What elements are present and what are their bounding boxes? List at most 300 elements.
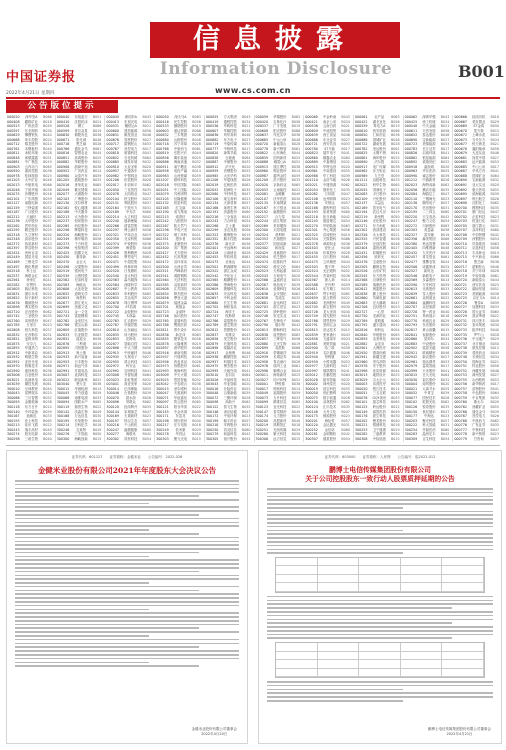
page-ref: B047 xyxy=(241,192,251,197)
company-name: 德美化工 xyxy=(322,187,337,192)
stock-code: 002877 xyxy=(106,341,119,346)
page-ref: B036 xyxy=(142,241,152,246)
text-line xyxy=(15,590,199,592)
text-line xyxy=(267,615,493,617)
stock-code: 002993 xyxy=(156,368,169,373)
page-ref: B058 xyxy=(142,346,152,351)
stock-code: 002655 xyxy=(106,296,119,301)
stock-code: 002760 xyxy=(7,318,20,323)
company-name: 诺普信 xyxy=(175,214,186,219)
company-name: 汤臣倍健 xyxy=(223,409,237,414)
page-ref: B019 xyxy=(490,250,500,255)
company-name: 宝新能源 xyxy=(472,178,486,183)
company-name: 兴化股份 xyxy=(372,196,386,201)
stock-code: 300070 xyxy=(106,395,119,400)
company-name: 英派斯 xyxy=(274,346,285,351)
company-name: 仁和药业 xyxy=(372,133,386,138)
stock-code: 002215 xyxy=(156,214,169,219)
company-name: 阳光城 xyxy=(76,137,87,142)
company-name: 博实股份 xyxy=(24,305,38,310)
page-ref: B041 xyxy=(490,169,500,174)
stock-code: 000708 xyxy=(454,232,467,237)
page-ref: B032 xyxy=(391,269,400,274)
company-name: 睿智医药 xyxy=(372,409,386,414)
stock-code: 002996 xyxy=(255,368,269,373)
company-name: 广发证券 xyxy=(472,423,486,428)
page-ref: B032 xyxy=(291,269,301,274)
stock-code: 002893 xyxy=(7,346,20,351)
company-name: 跃岭股份 xyxy=(273,309,287,314)
company-name: 理工环科 xyxy=(173,232,188,237)
company-name: 雅化集团 xyxy=(24,264,38,269)
stock-code: 002214 xyxy=(106,214,119,219)
stock-code: 300010 xyxy=(7,386,20,391)
page-ref: B046 xyxy=(291,241,301,246)
stock-code: 002246 xyxy=(354,219,368,224)
stock-code: 000783 xyxy=(404,146,418,151)
page-ref: B022 xyxy=(92,405,102,409)
page-ref: B066 xyxy=(43,182,52,187)
page-ref: B044 xyxy=(192,151,201,156)
stock-code: 000702 xyxy=(454,214,467,219)
page-ref: B032 xyxy=(440,160,450,165)
company-name: 三聚环保 xyxy=(223,395,237,400)
page-ref: B064 xyxy=(490,391,500,396)
stock-code: 002162 xyxy=(56,205,70,210)
page-ref: B058 xyxy=(92,237,102,242)
page-ref: B050 xyxy=(490,341,500,346)
company-name: 三晖电气 xyxy=(273,337,287,342)
stock-code: 000608 xyxy=(255,128,269,133)
company-name: 西部建设 xyxy=(372,228,386,233)
company-name: 泸天化 xyxy=(225,164,236,169)
company-name: 恒宝股份 xyxy=(124,196,138,201)
stock-code: 002320 xyxy=(56,232,70,237)
company-name: 三五互联 xyxy=(372,391,386,396)
page-ref: B049 xyxy=(440,300,450,305)
company-name: 大中矿业 xyxy=(24,178,38,183)
company-name: 岳阳兴长 xyxy=(173,151,188,156)
stock-code: 000666 xyxy=(454,115,467,119)
company-name: 华测检测 xyxy=(74,386,88,391)
company-name: 千山药机 xyxy=(124,423,138,428)
stock-code: 002521 xyxy=(156,269,169,274)
company-name: 青岛双星 xyxy=(74,128,88,133)
company-name: 北京科锐 xyxy=(124,237,138,242)
index-entry xyxy=(105,437,152,441)
stock-code: 002327 xyxy=(404,232,418,237)
company-name: 深华发A xyxy=(25,115,38,119)
page-ref: B066 xyxy=(391,346,400,351)
company-name: 沈阳机床 xyxy=(74,119,88,124)
stock-code: 002749 xyxy=(305,314,318,319)
company-name: 襄阳轴承 xyxy=(472,146,486,151)
stock-code: 002587 xyxy=(255,282,269,287)
company-name: 慈星股份 xyxy=(322,436,337,441)
stock-code: 002084 xyxy=(404,192,418,197)
page-ref: B053 xyxy=(490,377,500,382)
page-ref: B041 xyxy=(291,260,301,264)
section-title-chinese: 信息披露 xyxy=(150,22,400,58)
company-name: 如意集团 xyxy=(322,210,337,215)
stock-code: 002523 xyxy=(255,269,269,274)
stock-code: 000818 xyxy=(106,151,119,156)
page-ref: B041 xyxy=(391,260,400,264)
stock-code: 003022 xyxy=(56,377,70,382)
stock-code: 000753 xyxy=(454,373,467,378)
text-line xyxy=(267,681,493,683)
page-ref: B015 xyxy=(490,128,500,133)
page-ref: B029 xyxy=(291,210,301,215)
stock-code: 000767 xyxy=(106,146,119,151)
text-line xyxy=(15,639,239,641)
company-name: 长荣股份 xyxy=(74,418,88,423)
company-name: 雅博股份 xyxy=(223,232,237,237)
company-name: 恒邦股份 xyxy=(74,219,88,224)
page-ref: B041 xyxy=(241,368,251,373)
stock-code: 002835 xyxy=(106,332,119,337)
page-ref: B059 xyxy=(341,282,350,287)
page-ref: B021 xyxy=(440,341,450,346)
page-ref: B057 xyxy=(92,309,102,314)
company-name: 天津普林 xyxy=(223,201,237,206)
page-ref: B047 xyxy=(291,300,301,305)
page-ref: B053 xyxy=(241,142,251,147)
stock-code: 300202 xyxy=(354,418,368,423)
page-ref: B044 xyxy=(490,278,500,283)
stock-code: 002473 xyxy=(205,260,219,264)
page-ref: B031 xyxy=(142,205,152,210)
stock-code: 000851 xyxy=(56,155,70,160)
stock-code: 002638 xyxy=(354,291,368,296)
company-name: 宝明科技 xyxy=(124,368,138,373)
stock-code: 002050 xyxy=(106,187,119,192)
stock-code: 002242 xyxy=(156,219,169,224)
company-name: 雪迪龙 xyxy=(274,296,285,301)
company-name: 电投产融 xyxy=(173,169,188,174)
text-line xyxy=(15,624,239,626)
page-ref: B035 xyxy=(241,405,251,409)
company-name: 国海证券 xyxy=(472,359,486,364)
page-ref: B025 xyxy=(142,264,152,269)
page-ref: B030 xyxy=(43,432,52,437)
stock-code: 002219 xyxy=(354,214,368,219)
text-line xyxy=(15,597,239,599)
page-ref: B026 xyxy=(490,196,500,201)
company-name: 富煌钢构 xyxy=(74,314,88,319)
company-name: 搜于特 xyxy=(324,264,335,269)
stock-code: 300249 xyxy=(156,427,169,432)
page-ref: B066 xyxy=(43,115,52,119)
company-name: 华软科技 xyxy=(223,255,237,260)
stock-code: 002808 xyxy=(7,327,20,332)
company-name: 星帅尔 xyxy=(424,337,434,342)
company-name: 华锦股份 xyxy=(273,115,287,119)
company-name: 中原传媒 xyxy=(472,273,486,278)
stock-code: 001203 xyxy=(7,178,20,183)
stock-code: 002701 xyxy=(156,305,169,310)
stock-code: 002790 xyxy=(255,323,269,328)
text-line xyxy=(267,545,493,547)
page-ref: B022 xyxy=(341,296,350,301)
stock-code: 002187 xyxy=(7,210,20,215)
stock-code: 002546 xyxy=(404,273,418,278)
page-ref: B027 xyxy=(391,246,400,251)
stock-code: 002990 xyxy=(7,368,20,373)
company-name: 新联电子 xyxy=(422,273,436,278)
page-ref: B046 xyxy=(43,260,52,264)
company-name: 意华股份 xyxy=(173,346,188,351)
company-name: 中工国际 xyxy=(173,187,188,192)
page-ref: B061 xyxy=(92,364,102,369)
company-name: 卫士通 xyxy=(225,223,236,228)
stock-code: 002397 xyxy=(7,246,20,251)
stock-code: 002915 xyxy=(106,350,119,355)
page-ref: B054 xyxy=(341,436,350,441)
page-ref: B023 xyxy=(440,196,450,201)
page-ref: B050 xyxy=(192,432,201,437)
stock-code: 002972 xyxy=(106,364,119,369)
company-name: 大港股份 xyxy=(74,192,88,197)
stock-code: 002506 xyxy=(404,264,418,269)
page-ref: B049 xyxy=(241,300,251,305)
stock-code: 002913 xyxy=(56,350,70,355)
page-ref: B015 xyxy=(391,219,400,224)
page-ref: B055 xyxy=(291,278,301,283)
stock-code: 000716 xyxy=(56,142,70,147)
page-ref: B049 xyxy=(192,192,201,197)
stock-code: 001209 xyxy=(255,178,269,183)
company-name: 科华生物 xyxy=(372,182,386,187)
company-name: 胜利精密 xyxy=(124,250,138,255)
page-ref: B014 xyxy=(43,405,52,409)
stock-code: 300140 xyxy=(7,409,20,414)
company-name: 联科科技 xyxy=(173,178,188,183)
page-ref: B058 xyxy=(490,146,500,151)
company-name: 恒星科技 xyxy=(173,201,188,206)
stock-code: 300012 xyxy=(56,386,70,391)
stock-code: 002354 xyxy=(305,237,318,242)
stock-code: 002875 xyxy=(7,341,20,346)
page-ref: B058 xyxy=(241,128,251,133)
page-ref: B059 xyxy=(43,196,52,201)
company-name: 大华股份 xyxy=(24,219,38,224)
page-ref: B021 xyxy=(490,142,500,147)
company-name: 吉艾科技 xyxy=(422,436,436,441)
stock-code: 002661 xyxy=(404,296,418,301)
company-name: 久立特材 xyxy=(24,232,38,237)
page-ref: B019 xyxy=(291,124,301,129)
stock-code: 002430 xyxy=(305,250,318,255)
stock-code: 000700 xyxy=(454,205,467,210)
company-name: 鹏鼎控股 xyxy=(223,355,237,360)
company-name: 日科化学 xyxy=(74,423,88,428)
page-ref: B053 xyxy=(92,250,102,255)
stock-code: 000759 xyxy=(454,395,467,400)
stock-code: 002471 xyxy=(106,260,119,264)
page-ref: B014 xyxy=(391,169,400,174)
signature-company: 鹏博士电信传媒集团股份有限公司董事会 xyxy=(428,727,491,731)
stock-code: 002876 xyxy=(56,341,70,346)
page-ref: B055 xyxy=(391,278,400,283)
company-name: 中环装备 xyxy=(24,409,38,414)
company-name: 浙江世宝 xyxy=(273,305,287,310)
page-ref: B025 xyxy=(291,155,301,160)
announcement-title-line1: 鹏博士电信传媒集团股份有限公司 xyxy=(329,466,431,474)
page-ref: B027 xyxy=(241,137,251,142)
company-name: 瑞康医药 xyxy=(372,282,386,287)
page-ref: B023 xyxy=(440,414,450,419)
company-name: 新能泰山 xyxy=(472,278,486,283)
stock-code: 000421 xyxy=(305,119,318,124)
company-name: 陕天然气 xyxy=(173,223,188,228)
page-ref: B036 xyxy=(490,260,500,264)
company-name: 本钢板材 xyxy=(24,146,38,151)
company-name: 利欧股份 xyxy=(124,201,138,206)
company-name: 藏格矿业 xyxy=(24,119,38,124)
company-name: 温州宏丰 xyxy=(422,432,436,437)
page-ref: B063 xyxy=(192,115,201,119)
company-name: 通程控股 xyxy=(223,119,237,124)
company-name: 仟源医药 xyxy=(422,427,436,432)
stock-code: 000757 xyxy=(454,386,467,391)
company-name: 中捷资源 xyxy=(322,182,337,187)
company-name: 同兴环保 xyxy=(273,377,287,382)
stock-code: 300123 xyxy=(255,405,269,409)
company-name: 天源迪科 xyxy=(173,391,188,396)
page-ref: B050 xyxy=(241,323,251,328)
page-ref: B030 xyxy=(192,196,201,201)
page-ref: B046 xyxy=(440,350,450,355)
page-ref: B043 xyxy=(490,133,500,138)
stock-code: 000892 xyxy=(404,160,418,165)
company-name: 徐工机械 xyxy=(422,119,436,124)
company-name: 美锦能源 xyxy=(422,142,436,147)
company-name: 黄山胶囊 xyxy=(422,327,436,332)
text-line xyxy=(15,488,239,490)
page-ref: B018 xyxy=(92,205,102,210)
page-ref: B059 xyxy=(241,282,251,287)
stock-code: 002652 xyxy=(7,296,20,301)
page-ref: B044 xyxy=(241,260,251,264)
page-ref: B043 xyxy=(391,223,400,228)
page-ref: B061 xyxy=(43,223,52,228)
stock-code: 000881 xyxy=(7,160,20,165)
stock-code: 300119 xyxy=(56,405,70,409)
page-ref: B066 xyxy=(440,237,450,242)
company-name: 正虹科技 xyxy=(472,214,486,219)
page-ref: B059 xyxy=(291,391,301,396)
page-ref: B019 xyxy=(142,232,152,237)
index-column-9 xyxy=(403,115,451,442)
stock-code: 002375 xyxy=(156,241,169,246)
stock-code: 002726 xyxy=(305,309,318,314)
company-name: 嘉凯城 xyxy=(424,164,434,169)
stock-code: 002109 xyxy=(354,196,368,201)
page-ref: B065 xyxy=(241,291,251,296)
stock-code: 002165 xyxy=(156,205,169,210)
stock-code: 002676 xyxy=(7,300,20,305)
stock-code: 002841 xyxy=(404,332,418,337)
page-ref: B035 xyxy=(490,423,500,428)
page-ref: B065 xyxy=(391,400,400,405)
stock-code: 002883 xyxy=(404,341,418,346)
page-ref: B064 xyxy=(440,373,450,378)
company-name: 长缆科技 xyxy=(223,341,237,346)
page-ref: B039 xyxy=(341,391,350,396)
page-ref: B061 xyxy=(440,255,450,260)
stock-code: 002524 xyxy=(305,269,318,274)
stock-code: 002817 xyxy=(404,327,418,332)
page-ref: B061 xyxy=(391,364,400,369)
stock-code: 002832 xyxy=(7,332,20,337)
company-name: 瑞玛工业 xyxy=(273,364,287,369)
stock-code: 002432 xyxy=(404,250,418,255)
page-ref: B015 xyxy=(92,219,102,224)
company-name: 苏宁环球 xyxy=(472,269,486,274)
page-ref: B028 xyxy=(142,250,152,255)
page-ref: B043 xyxy=(241,332,251,337)
company-name: 炼石航空 xyxy=(472,196,486,201)
stock-code: 300096 xyxy=(106,400,119,405)
company-name: 诚志股份 xyxy=(422,173,436,178)
stock-code: 300099 xyxy=(255,400,269,405)
company-name: 中际旭创 xyxy=(372,436,386,441)
page-ref: B066 xyxy=(92,346,102,351)
stock-code: 002921 xyxy=(404,350,418,355)
page-ref: B034 xyxy=(142,119,152,124)
company-name: 智慧农业 xyxy=(74,151,88,156)
stock-code: 000856 xyxy=(156,155,169,160)
index-column-8 xyxy=(353,115,401,442)
page-ref: B029 xyxy=(241,318,251,323)
company-name: 祖名股份 xyxy=(422,377,436,382)
company-name: 兆驰股份 xyxy=(273,250,287,255)
company-name: 赞宇科技 xyxy=(322,291,337,296)
stock-code: 000960 xyxy=(255,169,269,174)
stock-code: 300145 xyxy=(156,409,169,414)
page-ref: B019 xyxy=(43,160,52,165)
stock-code: 002048 xyxy=(7,187,20,192)
stock-code: 002937 xyxy=(156,355,169,360)
stock-code: 300122 xyxy=(205,405,219,409)
page-ref: B062 xyxy=(341,400,350,405)
page-ref: B025 xyxy=(92,373,102,378)
stock-code: 002791 xyxy=(305,323,318,328)
stock-code: 000692 xyxy=(454,187,467,192)
company-name: 史丹利 xyxy=(324,282,335,287)
company-name: 步森股份 xyxy=(422,278,436,283)
page-ref: B060 xyxy=(440,210,450,215)
index-column-2 xyxy=(55,115,103,442)
stock-code: 002450 xyxy=(56,255,70,260)
stock-code: 000683 xyxy=(454,160,467,165)
page-ref: B066 xyxy=(341,237,350,242)
company-name: 太钢不锈 xyxy=(372,151,386,156)
page-ref: B023 xyxy=(241,196,251,201)
page-ref: B033 xyxy=(92,178,102,183)
company-name: 晋控电力 xyxy=(124,146,138,151)
page-ref: B061 xyxy=(92,146,102,151)
page-ref: B018 xyxy=(391,423,400,428)
text-line xyxy=(15,665,199,667)
page-ref: B029 xyxy=(192,210,201,215)
company-name: 电广传媒 xyxy=(372,164,386,169)
page-ref: B028 xyxy=(43,151,52,156)
stock-code: 000603 xyxy=(156,128,169,133)
company-name: 金运激光 xyxy=(322,423,337,428)
page-ref: B015 xyxy=(192,219,201,224)
